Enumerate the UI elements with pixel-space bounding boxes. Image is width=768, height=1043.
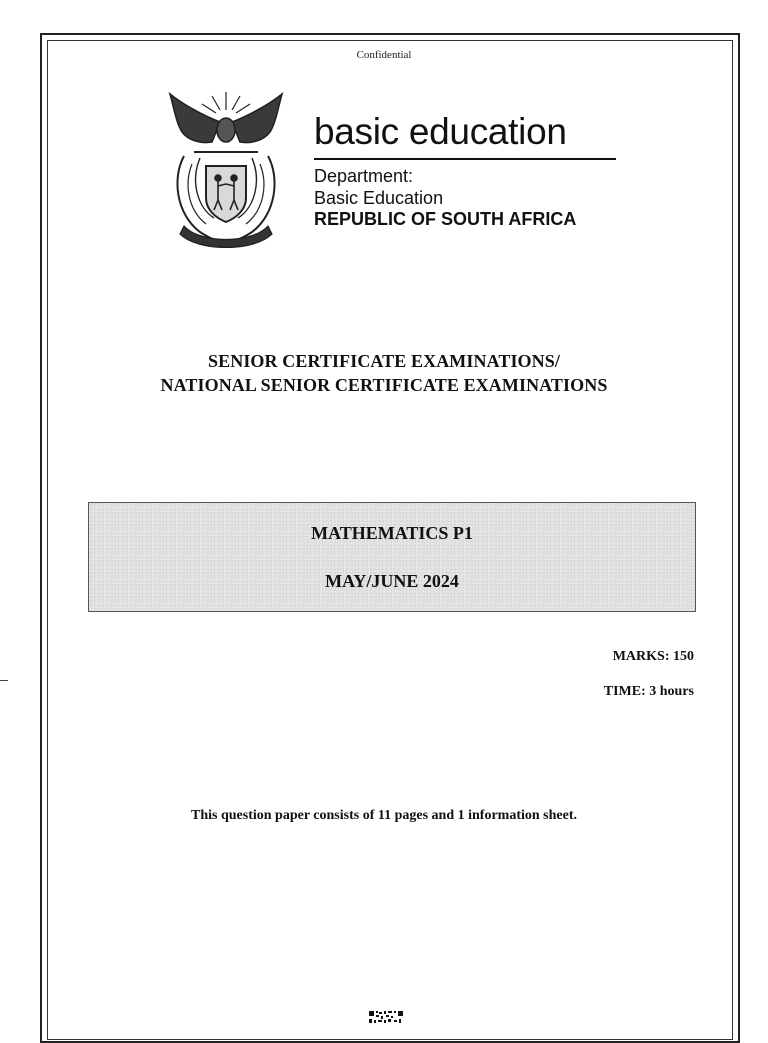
brand-underline	[314, 158, 616, 160]
page-count-note: This question paper consists of 11 pages and 1 information sheet.	[191, 808, 577, 823]
qr-code-icon	[368, 1010, 404, 1024]
coat-of-arms-icon	[160, 86, 292, 248]
exam-title-line-2: NATIONAL SENIOR CERTIFICATE EXAMINATIONS	[160, 375, 608, 395]
subject-box	[88, 502, 696, 612]
subject-title: MATHEMATICS P1	[311, 523, 473, 543]
margin-mark	[0, 680, 8, 681]
time-label: TIME: 3 hours	[603, 684, 694, 699]
marks-label: MARKS: 150	[612, 649, 694, 664]
department-label: Department:	[314, 166, 414, 186]
exam-title-line-1: SENIOR CERTIFICATE EXAMINATIONS/	[208, 351, 560, 371]
country-name: REPUBLIC OF SOUTH AFRICA	[314, 209, 577, 229]
exam-session: MAY/JUNE 2024	[325, 571, 459, 591]
brand-title: basic education	[314, 111, 567, 152]
confidential-label: Confidential	[356, 49, 412, 61]
department-name: Basic Education	[314, 188, 444, 208]
